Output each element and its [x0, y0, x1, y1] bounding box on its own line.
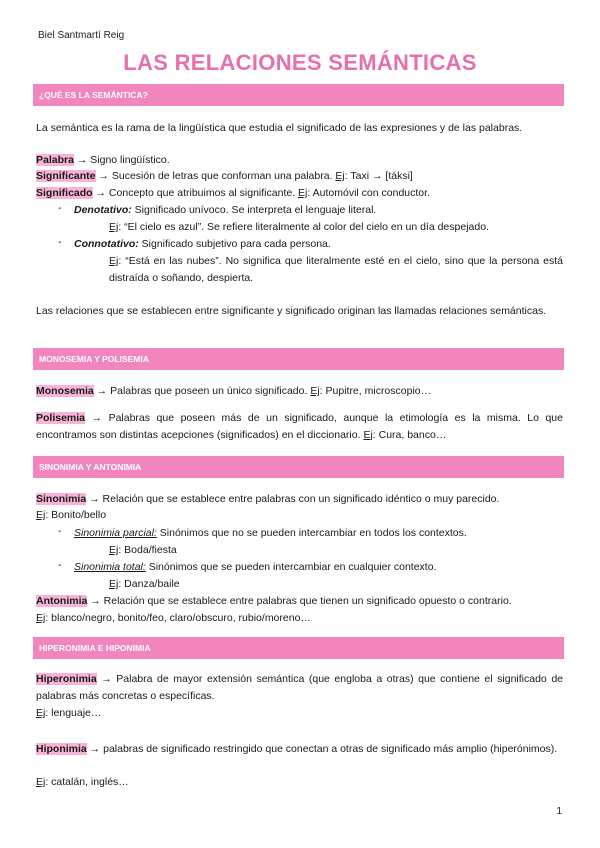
- text-significante: → Sucesión de letras que conforman una palabra.: [95, 170, 336, 182]
- example-parcial-text: : Boda/fiesta: [118, 544, 177, 556]
- ej-label: Ej: [36, 612, 46, 624]
- term-sinonimia-parcial: Sinonimia parcial:: [74, 527, 157, 539]
- ej-label: Ej: [36, 509, 46, 521]
- term-hiperonimia: Hiperonimia: [36, 673, 97, 685]
- term-palabra: Palabra: [36, 154, 74, 166]
- term-sinonimia-total: Sinonimia total:: [74, 561, 146, 573]
- definition-monosemia: [36, 383, 563, 400]
- ej-label: Ej: [36, 707, 46, 719]
- ej-label: Ej: [298, 187, 308, 199]
- text-sinonimia-parcial: Sinónimos que no se pueden intercambiar en todos los contextos.: [156, 527, 467, 539]
- section-heading-semantica: ¿QUÈ ES LA SEMÁNTICA?: [33, 84, 564, 106]
- example-hiponimia-text: : catalán, inglés…: [45, 776, 129, 788]
- section-heading-sinonimia: SINONIMIA Y ANTONIMIA: [33, 456, 564, 478]
- text-polisemia: → Palabras que poseen más de un significado, aunque la etimología es la misma. Lo que encontramos son distintas acepciones (significados) en el diccionario.: [36, 412, 563, 441]
- text-palabra: → Signo lingüístico.: [73, 154, 170, 166]
- text-hiperonimia: → Palabra de mayor extensión semántica (que engloba a otras) que contiene el significado de palabras más concretas o específicas.: [36, 673, 563, 702]
- closing-paragraph: Las relaciones que se establecen entre significante y significado originan las llamadas relaciones semánticas.: [36, 305, 547, 317]
- definition-antonimia: [36, 593, 563, 610]
- example-antonimia: [36, 610, 563, 627]
- example-denotativo-text: : “El cielo es azul”. Se refiere literalmente al color del cielo en un día despejado.: [118, 221, 489, 233]
- text-sinonimia-total: Sinónimos que se pueden intercambiar en cualquier contexto.: [145, 561, 437, 573]
- text-monosemia: → Palabras que poseen un único significado.: [93, 385, 311, 397]
- intro-paragraph: La semántica es la rama de la lingüística que estudia el significado de las expresiones y de las palabras.: [36, 122, 523, 134]
- example-denotativo: [109, 219, 563, 236]
- subitem-denotativo: [74, 202, 554, 219]
- term-denotativo: Denotativo:: [74, 204, 132, 216]
- subitem-sinonimia-parcial: [74, 525, 554, 542]
- term-monosemia: Monosemia: [36, 385, 94, 397]
- ej-label: Ej: [109, 255, 119, 267]
- example-sinonimia-text: : Bonito/bello: [45, 509, 107, 521]
- term-polisemia: Polisemia: [36, 412, 86, 424]
- ej-label: Ej: [109, 221, 119, 233]
- example-hiperonimia: [36, 705, 563, 722]
- definition-significado: [36, 185, 563, 202]
- ej-label: Ej: [363, 428, 373, 441]
- example-antonimia-text: : blanco/negro, bonito/feo, claro/obscuro, rubio/moreno…: [45, 612, 311, 624]
- section-heading-hiperonimia: HIPERONIMIA E HIPONIMIA: [33, 637, 564, 659]
- definition-significante: [36, 168, 563, 185]
- definition-hiperonimia: [36, 671, 563, 704]
- author-name: Biel Santmartí Reig: [38, 30, 125, 41]
- section-heading-monosemia: MONOSEMIA Y POLISEMIA: [33, 348, 564, 370]
- bullet-dash: -: [58, 525, 62, 537]
- page-title: LAS RELACIONES SEMÁNTICAS: [123, 50, 477, 75]
- term-hiponimia: Hiponimia: [36, 743, 87, 755]
- term-antonimia: Antonimia: [36, 595, 88, 607]
- example-total-text: : Danza/baile: [118, 578, 180, 590]
- text-sinonimia: → Relación que se establece entre palabras con un significado idéntico o muy parecido.: [86, 493, 500, 505]
- example-connotativo-text: : “Está en las nubes”. No significa que literalmente esté en el cielo, sino que la persona está distraída o soñando, despierta.: [109, 255, 563, 284]
- ej-label: Ej: [109, 544, 119, 556]
- text-denotativo: Significado unívoco. Se interpreta el lenguaje literal.: [131, 204, 377, 216]
- example-significante: : Taxi → [táksi]: [344, 170, 413, 182]
- text-hiponimia: → palabras de significado restringido que conectan a otras de significado más amplio (hiperónimos).: [86, 743, 558, 755]
- example-sinonimia: [36, 507, 563, 524]
- text-significado: → Concepto que atribuimos al significante.: [92, 187, 299, 199]
- page-number: 1: [556, 806, 562, 817]
- term-significado: Significado: [36, 187, 93, 199]
- definition-polisemia: [36, 410, 563, 443]
- definition-palabra: [36, 152, 563, 169]
- subitem-sinonimia-total: [74, 559, 554, 576]
- ej-label: Ej: [335, 170, 345, 182]
- example-significado: : Automóvil con conductor.: [307, 187, 430, 199]
- example-connotativo: [109, 253, 563, 286]
- subitem-connotativo: [74, 236, 554, 253]
- ej-label: Ej: [36, 776, 46, 788]
- definition-sinonimia: [36, 491, 563, 508]
- text-antonimia: → Relación que se establece entre palabras que tienen un significado opuesto o contrario.: [87, 595, 512, 607]
- ej-label: Ej: [109, 578, 119, 590]
- example-polisemia: : Cura, banco…: [372, 428, 447, 441]
- example-hiperonimia-text: : lenguaje…: [45, 707, 102, 719]
- example-monosemia: : Pupitre, microscopio…: [319, 385, 432, 397]
- text-connotativo: Significado subjetivo para cada persona.: [138, 238, 331, 250]
- term-significante: Significante: [36, 170, 96, 182]
- bullet-dash: -: [58, 559, 62, 571]
- term-connotativo: Connotativo:: [74, 238, 139, 250]
- example-sinonimia-parcial: [109, 542, 563, 559]
- bullet-dash: -: [58, 202, 62, 214]
- term-sinonimia: Sinonimia: [36, 493, 87, 505]
- ej-label: Ej: [310, 385, 320, 397]
- example-hiponimia: [36, 774, 563, 791]
- definition-hiponimia: [36, 741, 563, 758]
- bullet-dash: -: [58, 236, 62, 248]
- example-sinonimia-total: [109, 576, 563, 593]
